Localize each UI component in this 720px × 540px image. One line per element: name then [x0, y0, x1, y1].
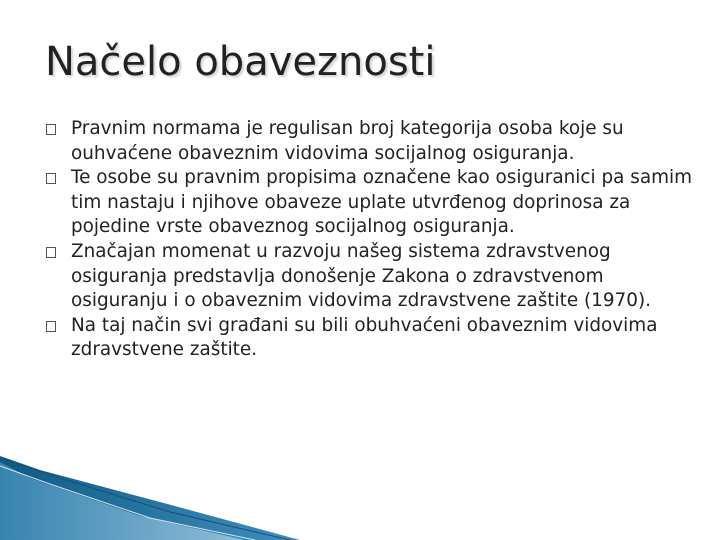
bullet-item	[45, 240, 700, 314]
bullet-text: Značajan momenat u razvoju našeg sistema zdravstvenog osiguranja predstavlja donošenje Zakona o zdravstvenom osiguranju i o obaveznim vidovima zdravstvene zaštite (1970).	[71, 240, 651, 312]
bullet-list	[45, 117, 700, 363]
bullet-text: Na taj način svi građani su bili obuhvaćeni obaveznim vidovima zdravstvene zaštite.	[71, 314, 658, 361]
square-bullet-icon	[46, 124, 56, 135]
bullet-text: Pravnim normama je regulisan broj kategorija osoba koje su ouhvaćene obaveznim vidovima socijalnog osiguranja.	[71, 118, 624, 164]
square-bullet-icon	[46, 247, 56, 258]
blue-swoosh-corner-icon	[0, 456, 300, 540]
bullet-text: Te osobe su pravnim propisima označene kao osiguranici pa samim tim nastaju i njihove obaveze uplate utvrđenog doprinosa za pojedine vrste obaveznog socijalnog osiguranja.	[71, 167, 693, 238]
bullet-item	[45, 314, 700, 363]
square-bullet-icon	[46, 173, 56, 184]
bullet-item	[45, 117, 700, 166]
bullet-item	[45, 166, 700, 240]
slide-title: Načelo obaveznosti	[45, 39, 436, 85]
square-bullet-icon	[46, 321, 56, 332]
